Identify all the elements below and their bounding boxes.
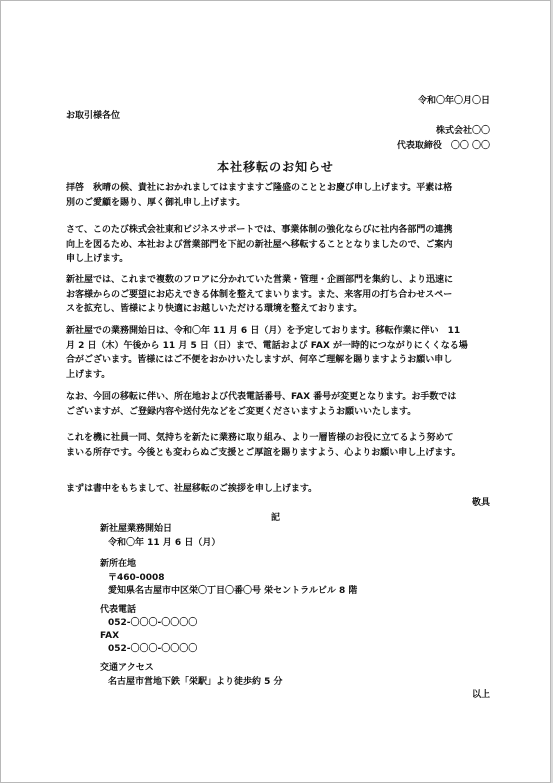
access-label: 交通アクセス [100,663,154,673]
paragraph-contact-change [66,390,492,419]
address-label: 新所在地 [100,559,137,569]
fax-value: 052-〇〇〇-〇〇〇〇 [108,644,198,654]
paragraph-line: 月 2 日（木）午後から 11 月 5 日（日）まで、電話および FAX が一時的につながりにくくなる場 [66,340,468,351]
ki-heading: 記 [271,513,281,523]
paragraph-commitment [66,431,492,460]
paragraph-schedule [66,324,492,382]
phone-label: 代表電話 [100,605,137,615]
paragraph-line: 合がございます。皆様にはご不便をおかけいたしますが、何卒ご理解を賜りますようお願い申し [66,355,453,366]
phone-value: 052-〇〇〇-〇〇〇〇 [108,618,198,628]
closing-keigu: 敬具 [471,498,490,508]
paragraph-line: スを拡充し、皆様により快適にお越しいただける環境を整えております。 [66,304,363,315]
access-value: 名古屋市営地下鉄「栄駅」より徒歩約 5 分 [108,677,283,687]
document-title: 本社移転のお知らせ [217,160,334,174]
start-date-value: 令和〇年 11 月 6 日（月） [108,538,221,548]
paragraph-line: お客様からのご要望にお応えできる体制を整えてまいります。また、来客用の打ち合わせスペー [66,289,453,300]
fax-label: FAX [100,631,120,641]
company-name: 株式会社〇〇 [435,126,490,136]
paragraph-line: 新社屋では、これまで複数のフロアに分かれていた営業・管理・企画部門を集約し、より迅速に [66,275,454,285]
paragraph-line: 別のご愛顧を賜り、厚く御礼申し上げます。 [66,197,246,208]
paragraph-announcement [66,223,492,267]
postal-code: 〒460-0008 [108,573,165,583]
paragraph-greeting [66,181,492,210]
paragraph-line: ございますが、ご登録内容や送付先などをご変更くださいますようお願いいたします。 [66,406,417,417]
recipient-line: お取引様各位 [66,111,121,121]
paragraph-line: まいる所存です。今後とも変わらぬご支援とご厚誼を賜りますよう、心よりお願い申し上げます。 [66,447,461,458]
paragraph-line: 拝啓 秋晴の候、貴社におかれましてはますますご隆盛のこととお慶び申し上げます。平素は格 [66,183,453,193]
paragraph-line: まずは書中をもちまして、社屋移転のご挨拶を申し上げます。 [66,484,318,494]
start-date-label: 新社屋業務開始日 [100,524,173,534]
paragraph-line: さて、このたび株式会社東和ビジネスサポートでは、事業体制の強化ならびに社内各部門の連携 [66,225,453,235]
ijou-end-mark: 以上 [471,690,490,700]
paragraph-line: 上げます。 [66,369,111,380]
paragraph-line: 向上を図るため、本社および営業部門を下記の新社屋へ移転することとなりましたので、ご案内 [66,239,453,250]
paragraph-closing-greeting [66,482,492,497]
paragraph-line: これを機に社員一同、気持ちを新たに業務に取り組み、より一層皆様のお役に立てるよう努めて [66,433,454,443]
representative-name: 代表取締役 〇〇 〇〇 [396,141,490,151]
paragraph-line: なお、今回の移転に伴い、所在地および代表電話番号、FAX 番号が変更となります。お手数では [66,392,457,402]
paragraph-line: 新社屋での業務開始日は、令和〇年 11 月 6 日（月）を予定しております。移転作業に伴い 11 [66,326,461,336]
address-value: 愛知県名古屋市中区栄〇丁目〇番〇号 栄セントラルビル 8 階 [108,586,358,596]
paragraph-line: 申し上げます。 [66,254,129,265]
document-date: 令和〇年〇月〇日 [417,96,490,106]
paragraph-new-office [66,273,492,317]
